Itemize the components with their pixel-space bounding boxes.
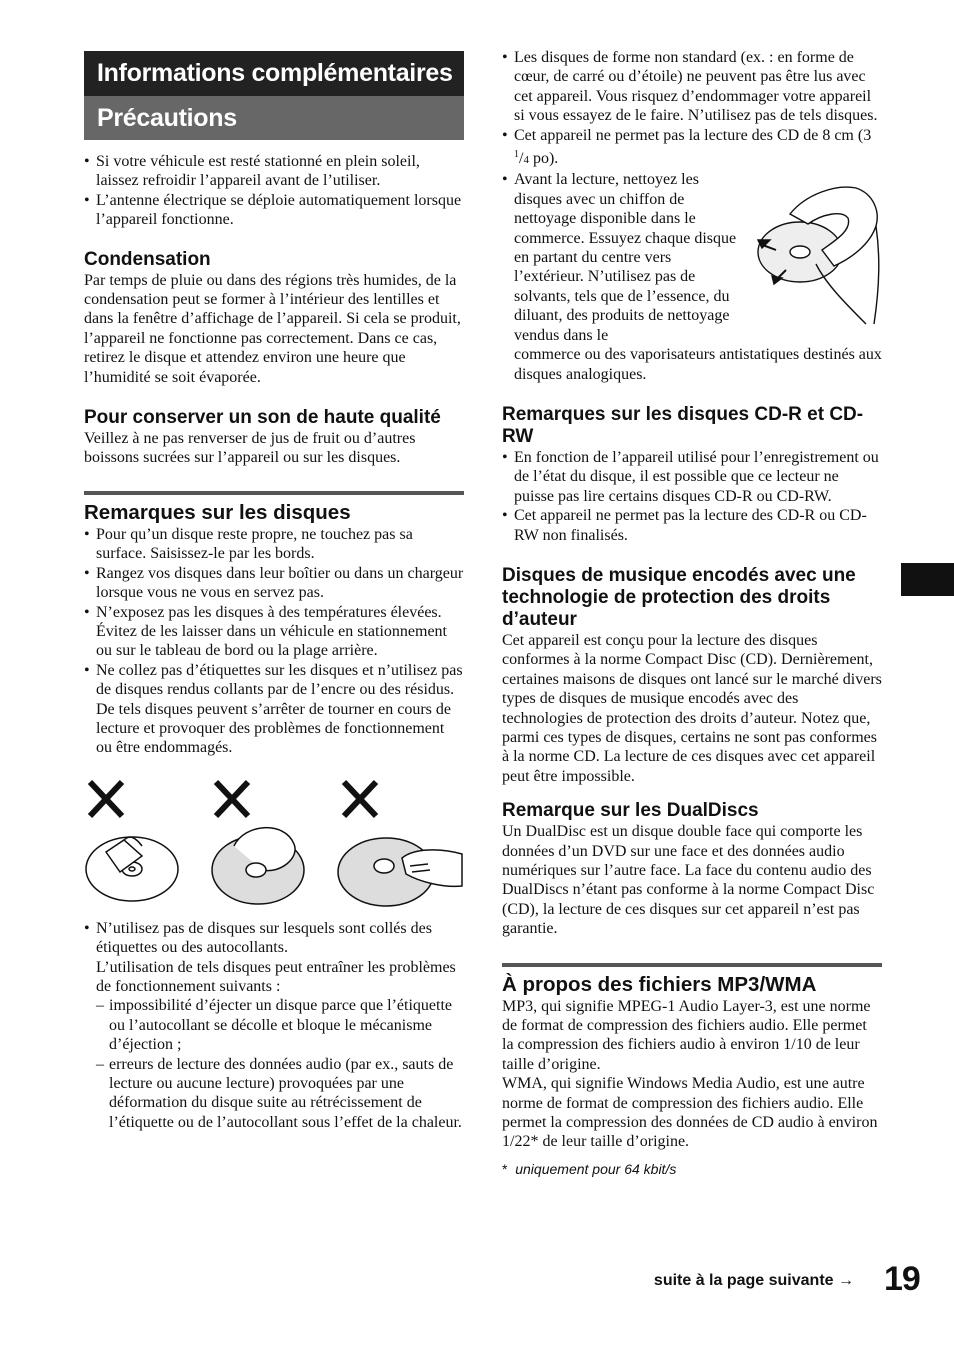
copyright-text: Cet appareil est conçu pour la lecture des disques conformes à la norme Compact Disc (CD). Dernièrement, certaines maisons de disques ont lancé sur le marché divers types de disques de musique encodés avec des technologies de protection des droits d’auteur. Notez que, parmi ces types de disques, certains ne sont pas conformes à la norme CD. La lecture de ces disques avec cet appareil peut être impossible. bbox=[502, 631, 882, 785]
sticker-list bbox=[84, 919, 464, 1132]
copyright-heading: Disques de musique encodés avec une technologie de protection des droits d’auteur bbox=[502, 564, 856, 630]
sticker-problems-list bbox=[96, 996, 464, 1132]
list-item: • Cet appareil ne permet pas la lecture des CD de 8 cm (3 $^1$/4 po). bbox=[502, 126, 882, 171]
disc-warning-svg bbox=[84, 774, 464, 914]
list-item: • Ne collez pas d’étiquettes sur les disques et n’utilisez pas de disques rendus collants par de l’encre ou des résidus. De tels disques peuvent s’arrêter de tourner en cours de lecture et provoquer des problèmes de fonctionnement ou être endommagés. bbox=[84, 661, 464, 758]
list-item: – impossibilité d’éjecter un disque parce que l’étiquette ou l’autocollant se décolle et bloque le mécanisme d’éjection ; bbox=[96, 996, 464, 1054]
continued-note: suite à la page suivante → bbox=[653, 1272, 854, 1289]
disc-warning-illustrations bbox=[84, 774, 464, 914]
dualdisc-text: Un DualDisc est un disque double face qui comporte les données d’un DVD sur une face et des données audio numériques sur l’autre face. La face du contenu audio des DualDiscs n’étant pas conforme à la norme Compact Disc (CD), la lecture de ces disques sur cet appareil n’est pas garantie. bbox=[502, 823, 875, 938]
page-number: 19 bbox=[884, 1260, 920, 1298]
list-item: • Pour qu’un disque reste propre, ne touchez pas sa surface. Saisissez-le par les bords. bbox=[84, 525, 464, 564]
list-item: • N’utilisez pas de disques sur lesquels sont collés des étiquettes ou des autocollants. L’utilisation de tels disques peut entraîner les problèmes de fonctionnement suivants : – impossibilité d’éjecter un disque parce que l’étiquette ou l’autocollant se décolle et bloque le mécanisme d’éjection ; – erreurs de lecture des données audio (par ex., sauts de lecture ou aucune lecture) provoquées par une déformation du disque suite au rétrécissement de l’étiquette ou de l’autocollant sous l’effet de la chaleur. bbox=[84, 919, 464, 1132]
mp3-heading: À propos des fichiers MP3/WMA bbox=[502, 972, 817, 996]
list-item: • En fonction de l’appareil utilisé pour l’enregistrement ou de l’état du disque, il est possible que ce lecteur ne puisse pas lire certains disques CD-R ou CD-RW. bbox=[502, 448, 882, 506]
sound-quality-text: Veillez à ne pas renverser de jus de fruit ou d’autres boissons sucrées sur l’appareil ou sur les disques. bbox=[84, 430, 416, 467]
discs-list bbox=[84, 525, 464, 758]
page-title-banner: Précautions bbox=[84, 96, 464, 140]
section-rule bbox=[502, 963, 882, 967]
cdr-heading: Remarques sur les disques CD-R et CD-RW bbox=[502, 403, 864, 447]
disc-care-list bbox=[502, 48, 882, 384]
intro-list bbox=[84, 152, 464, 230]
section-title-banner: Informations complémentaires bbox=[84, 51, 464, 96]
prohibited-x-icon bbox=[90, 782, 122, 816]
condensation-heading: Condensation bbox=[84, 248, 211, 270]
right-column bbox=[502, 48, 882, 1178]
section-rule bbox=[84, 491, 464, 495]
disc-with-adhesive-icon bbox=[338, 838, 462, 906]
left-column bbox=[84, 48, 464, 1132]
list-item: • Rangez vos disques dans leur boîtier ou dans un chargeur lorsque vous ne vous en servez pas. bbox=[84, 564, 464, 603]
thumb-tab-marker bbox=[901, 563, 954, 596]
mp3-text: MP3, qui signifie MPEG-1 Audio Layer-3, est une norme de format de compression des fichiers audio. Elle permet la compression des fichiers audio à environ 1/10 de leur taille d’origine. bbox=[502, 997, 871, 1073]
dualdisc-heading: Remarque sur les DualDiscs bbox=[502, 800, 759, 822]
list-item: – erreurs de lecture des données audio (par ex., sauts de lecture ou aucune lecture) provoquées par une déformation du disque suite au rétrécissement de l’étiquette ou de l’autocollant sous l’effet de la chaleur. bbox=[96, 1055, 464, 1133]
discs-heading: Remarques sur les disques bbox=[84, 500, 351, 524]
list-item: • N’exposez pas les disques à des températures élevées. Évitez de les laisser dans un véhicule en stationnement ou sur le tableau de bord ou la plage arrière. bbox=[84, 603, 464, 661]
prohibited-x-icon bbox=[344, 782, 376, 816]
condensation-text: Par temps de pluie ou dans des régions très humides, de la condensation peut se former à l’intérieur des lentilles et dans la fenêtre d’affichage de l’appareil. Si cela se produit, l’appareil ne fonctionne pas correctement. Dans ce cas, retirez le disque et attendez environ une heure que l’humidité se soit évaporée. bbox=[84, 271, 461, 386]
list-item: • Avant la lecture, nettoyez les disques avec un chiffon de nettoyage disponible dans le commerce. Essuyez chaque disque en partant du centre vers l’extérieur. N’utilisez pas de solvants, tels que de l’essence, du diluant, des produits de nettoyage vendus dans le commerce ou des vaporisateurs antistatiques destinés aux disques analogiques. bbox=[502, 170, 882, 383]
wma-text: WMA, qui signifie Windows Media Audio, est une autre norme de format de compression des fichiers audio. Elle permet la compression des données de CD audio à environ 1/22* de leur taille d’origine. bbox=[502, 1075, 878, 1151]
warped-disc-icon bbox=[212, 827, 304, 903]
footnote: * uniquement pour 64 kbit/s bbox=[502, 1160, 677, 1177]
list-item: • L’antenne électrique se déploie automatiquement lorsque l’appareil fonctionne. bbox=[84, 191, 464, 230]
list-item: • Cet appareil ne permet pas la lecture des CD-R ou CD-RW non finalisés. bbox=[502, 506, 882, 545]
cdr-list bbox=[502, 448, 882, 545]
sound-quality-heading: Pour conserver un son de haute qualité bbox=[84, 407, 441, 429]
prohibited-x-icon bbox=[216, 782, 248, 816]
disc-with-sticker-icon bbox=[86, 837, 178, 901]
list-item: • Si votre véhicule est resté stationné en plein soleil, laissez refroidir l’appareil avant de l’utiliser. bbox=[84, 152, 464, 191]
list-item: • Les disques de forme non standard (ex. : en forme de cœur, de carré ou d’étoile) ne peuvent pas être lus avec cet appareil. Vous risquez d’endommager votre appareil si vous essayez de le faire. N’utilisez pas de tels disques. bbox=[502, 48, 882, 126]
disc-cleaning-illustration bbox=[756, 174, 882, 326]
